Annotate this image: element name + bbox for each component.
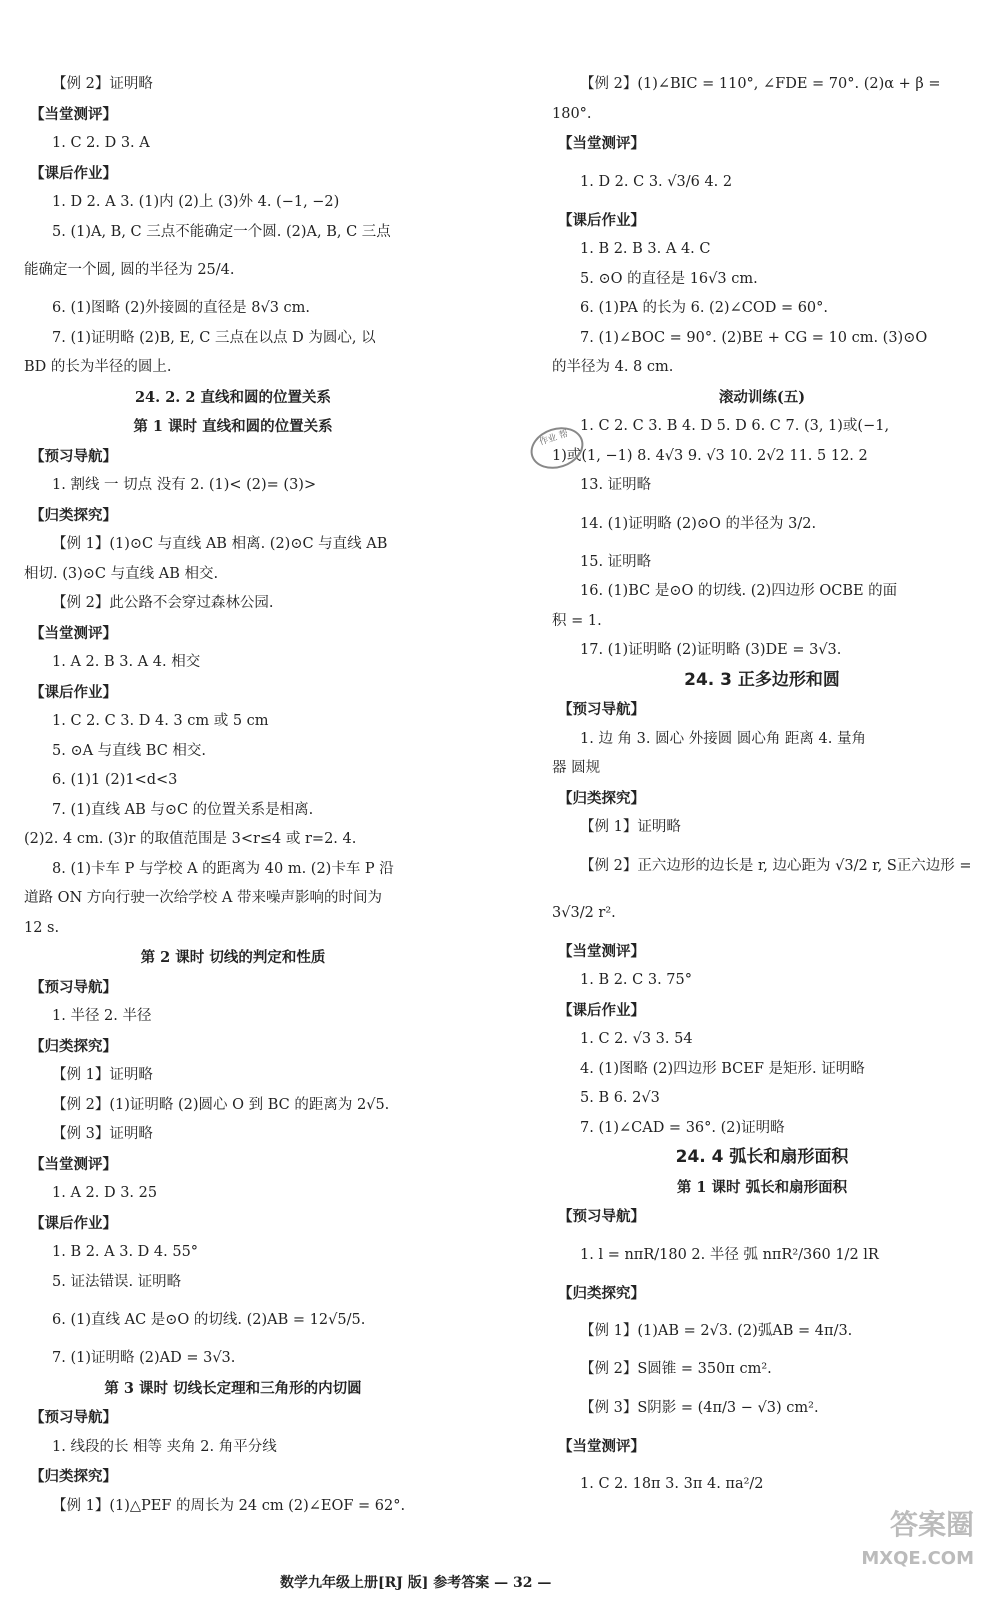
right-line: 1. C 2. √3 3. 54 <box>580 1031 693 1047</box>
right-line: 【归类探究】 <box>558 1284 645 1302</box>
left-line: 【例 3】证明略 <box>52 1126 153 1142</box>
right-line: 1. 边 角 3. 圆心 外接圆 圆心角 距离 4. 量角 <box>580 730 866 747</box>
left-line: 【课后作业】 <box>30 1214 117 1232</box>
right-line: 积 = 1. <box>552 612 602 629</box>
left-line: 【例 1】证明略 <box>52 1067 153 1083</box>
left-line: 【归类探究】 <box>30 506 117 524</box>
watermark-text: 答案圈 <box>889 1508 974 1541</box>
right-line: 24. 3 正多边形和圆 <box>684 669 840 690</box>
right-line: 器 圆规 <box>552 760 601 776</box>
left-line: 【当堂测评】 <box>30 624 117 642</box>
right-line: 6. (1)PA 的长为 6. (2)∠COD = 60°. <box>580 300 829 316</box>
left-line: 【课后作业】 <box>30 683 117 701</box>
left-line: 【预习导航】 <box>30 447 117 465</box>
right-line: 180°. <box>552 105 592 122</box>
left-line: 能确定一个圆, 圆的半径为 25/4. <box>24 262 235 278</box>
stamp-mark: 作业 帮 <box>525 421 589 476</box>
left-line: 【预习导航】 <box>30 1409 117 1426</box>
right-line: 【当堂测评】 <box>558 1437 645 1455</box>
left-line: 1. 割线 一 切点 没有 2. (1)< (2)= (3)> <box>52 477 317 493</box>
left-line: 【课后作业】 <box>30 164 117 182</box>
right-line: 1. l = nπR/180 2. 半径 弧 nπR²/360 1/2 lR <box>580 1246 879 1263</box>
right-line: 【例 1】(1)AB = 2√3. (2)弧AB = 4π/3. <box>580 1323 853 1339</box>
left-line: 第 3 课时 切线长定理和三角形的内切圆 <box>104 1379 362 1397</box>
left-line: 1. 半径 2. 半径 <box>52 1008 152 1024</box>
right-line: 1. D 2. C 3. √3/6 4. 2 <box>580 173 733 190</box>
left-line: 【归类探究】 <box>30 1037 117 1055</box>
right-line: 【当堂测评】 <box>558 135 645 152</box>
left-line: 6. (1)1 (2)1<d<3 <box>52 772 178 788</box>
left-line: 12 s. <box>24 919 60 936</box>
right-line: 【例 1】证明略 <box>580 819 681 835</box>
left-line: 24. 2. 2 直线和圆的位置关系 <box>134 388 332 406</box>
left-line: 5. ⊙A 与直线 BC 相交. <box>52 742 207 759</box>
left-line: 【当堂测评】 <box>30 105 117 123</box>
right-line: 1. C 2. C 3. B 4. D 5. D 6. C 7. (3, 1)或(−1, <box>580 418 890 434</box>
right-line: 15. 证明略 <box>580 553 652 570</box>
left-line: 6. (1)图略 (2)外接圆的直径是 8√3 cm. <box>52 300 311 316</box>
right-line: 第 1 课时 弧长和扇形面积 <box>676 1178 848 1196</box>
left-line: 7. (1)证明略 (2)B, E, C 三点在以点 D 为圆心, 以 <box>52 329 376 346</box>
right-line: 17. (1)证明略 (2)证明略 (3)DE = 3√3. <box>580 642 842 658</box>
left-line: 【归类探究】 <box>30 1468 117 1485</box>
left-line: (2)2. 4 cm. (3)r 的取值范围是 3<r≤4 或 r=2. 4. <box>24 831 357 847</box>
left-line: 【例 1】(1)△PEF 的周长为 24 cm (2)∠EOF = 62°. <box>52 1497 406 1514</box>
left-line: 5. 证法错误. 证明略 <box>52 1273 182 1290</box>
left-line: 6. (1)直线 AC 是⊙O 的切线. (2)AB = 12√5/5. <box>52 1312 366 1328</box>
watermark-logo <box>861 1508 974 1576</box>
left-line: 第 2 课时 切线的判定和性质 <box>140 949 326 966</box>
left-line: 7. (1)直线 AB 与⊙C 的位置关系是相离. <box>52 801 314 818</box>
right-line: 【归类探究】 <box>558 789 645 807</box>
right-line: 【课后作业】 <box>558 1001 645 1019</box>
right-column <box>552 70 972 1508</box>
left-line: 5. (1)A, B, C 三点不能确定一个圆. (2)A, B, C 三点 <box>52 223 391 240</box>
left-column <box>24 70 442 1521</box>
right-line: 【例 2】S圆锥 = 350π cm². <box>580 1361 772 1377</box>
left-line: 7. (1)证明略 (2)AD = 3√3. <box>52 1350 236 1366</box>
right-line: 7. (1)∠CAD = 36°. (2)证明略 <box>580 1119 785 1136</box>
right-line: 【预习导航】 <box>558 701 645 718</box>
right-line: 【例 3】S阴影 = (4π/3 − √3) cm². <box>580 1399 819 1416</box>
right-line: 4. (1)图略 (2)四边形 BCEF 是矩形. 证明略 <box>580 1060 865 1077</box>
right-line: 3√3/2 r². <box>552 904 616 921</box>
right-line: 【课后作业】 <box>558 211 645 229</box>
right-line: 【预习导航】 <box>558 1208 645 1225</box>
left-line: BD 的长为半径的圆上. <box>24 359 172 375</box>
right-line: 1. B 2. C 3. 75° <box>580 972 692 988</box>
right-line: 【当堂测评】 <box>558 942 645 960</box>
right-line: 的半径为 4. 8 cm. <box>552 359 674 375</box>
left-line: 【预习导航】 <box>30 978 117 996</box>
right-line: 【例 2】(1)∠BIC = 110°, ∠FDE = 70°. (2)α + β = <box>580 76 941 92</box>
left-line: 【当堂测评】 <box>30 1155 117 1173</box>
right-line: 1)或(1, −1) 8. 4√3 9. √3 10. 2√2 11. 5 12. 2 <box>552 447 868 464</box>
right-line: 24. 4 弧长和扇形面积 <box>675 1147 849 1167</box>
left-line: 1. D 2. A 3. (1)内 (2)上 (3)外 4. (−1, −2) <box>52 194 340 210</box>
left-line: 相切. (3)⊙C 与直线 AB 相交. <box>24 565 219 582</box>
right-line: 1. C 2. 18π 3. 3π 4. πa²/2 <box>580 1476 764 1492</box>
left-line: 道路 ON 方向行驶一次给学校 A 带来噪声影响的时间为 <box>24 890 382 906</box>
left-line: 【例 2】证明略 <box>52 76 153 92</box>
left-line: 【例 2】(1)证明略 (2)圆心 O 到 BC 的距离为 2√5. <box>52 1096 390 1113</box>
left-line: 【例 2】此公路不会穿过森林公园. <box>52 595 274 611</box>
left-line: 【例 1】(1)⊙C 与直线 AB 相离. (2)⊙C 与直线 AB <box>52 536 388 552</box>
right-line: 滚动训练(五) <box>718 388 806 406</box>
left-line: 1. 线段的长 相等 夹角 2. 角平分线 <box>52 1438 277 1455</box>
left-line: 1. C 2. C 3. D 4. 3 cm 或 5 cm <box>52 713 269 729</box>
left-line: 第 1 课时 直线和圆的位置关系 <box>133 418 333 435</box>
page-footer: 数学九年级上册[RJ 版] 参考答案 — 32 — <box>280 1575 552 1591</box>
left-line: 8. (1)卡车 P 与学校 A 的距离为 40 m. (2)卡车 P 沿 <box>52 860 394 877</box>
right-line: 16. (1)BC 是⊙O 的切线. (2)四边形 OCBE 的面 <box>580 583 898 599</box>
right-line: 14. (1)证明略 (2)⊙O 的半径为 3/2. <box>580 515 817 532</box>
left-line: 1. A 2. D 3. 25 <box>52 1185 158 1201</box>
right-line: 5. B 6. 2√3 <box>580 1090 660 1106</box>
watermark-url: MXQE.COM <box>861 1548 974 1569</box>
right-line: 5. ⊙O 的直径是 16√3 cm. <box>580 270 758 287</box>
right-line: 【例 2】正六边形的边长是 r, 边心距为 √3/2 r, S正六边形 = <box>580 857 972 874</box>
left-line: 1. B 2. A 3. D 4. 55° <box>52 1244 199 1260</box>
right-line: 7. (1)∠BOC = 90°. (2)BE + CG = 10 cm. (3)⊙O <box>580 329 928 346</box>
right-line: 13. 证明略 <box>580 477 652 493</box>
right-line: 1. B 2. B 3. A 4. C <box>580 241 711 257</box>
left-line: 1. C 2. D 3. A <box>52 135 150 151</box>
left-line: 1. A 2. B 3. A 4. 相交 <box>52 654 201 670</box>
